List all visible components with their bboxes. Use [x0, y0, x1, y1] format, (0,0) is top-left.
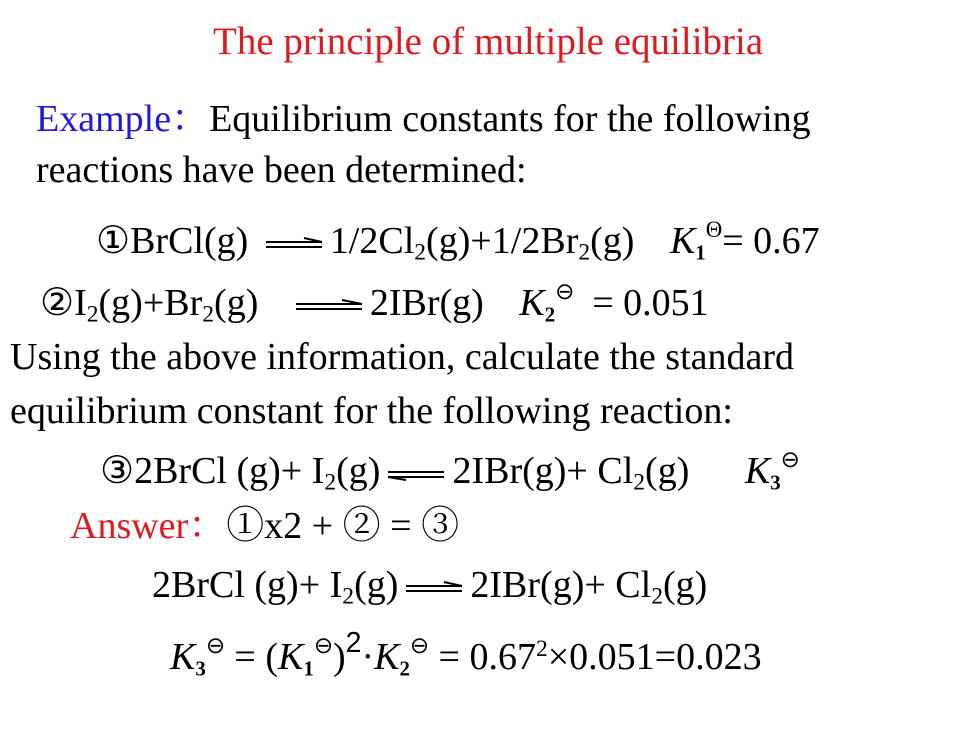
result-open: = ( [224, 636, 279, 678]
reaction-3-r1: 2BrCl (g)+ I [134, 450, 325, 492]
subscript: 2 [342, 583, 355, 610]
question-line-2: equilibrium constant for the following reaction: [10, 390, 733, 432]
example-text-1: Equilibrium constants for the following [209, 98, 811, 140]
example-line-1 [36, 100, 811, 138]
subscript: 2 [86, 301, 99, 328]
k2-symbol: K [519, 282, 545, 324]
reaction-3-p1: 2IBr(g)+ Cl [452, 450, 634, 492]
reaction-2-number: ② [40, 282, 75, 324]
theta-icon: ⊖ [313, 633, 333, 659]
k2-value: = 0.051 [592, 282, 709, 324]
result-line [170, 626, 762, 681]
reaction-1-product-tail: (g) [590, 220, 635, 262]
result-power: 2 [345, 626, 362, 659]
result-tail: = 0.67 [429, 636, 536, 678]
reaction-1 [96, 217, 820, 266]
reaction-2-r2-tail: (g) [214, 282, 259, 324]
reaction-4 [152, 564, 708, 610]
k2-subscript: 2 [544, 302, 556, 327]
k1-subscript: 1 [695, 240, 706, 265]
reaction-1-reactant: BrCl(g) [130, 220, 249, 262]
answer-formula: ①x2 + ② = ③ [226, 505, 460, 547]
reaction-2-product: 2IBr(g) [369, 282, 484, 324]
reaction-4-r1-tail: (g) [354, 564, 399, 606]
equilibrium-arrow-icon [264, 237, 324, 251]
k2-symbol: K [374, 636, 400, 678]
result-tail-power: 2 [535, 636, 548, 663]
reaction-3-p1-tail: (g) [645, 450, 690, 492]
result-dot: · [361, 636, 375, 678]
equilibrium-arrow-icon [294, 299, 364, 313]
k1-value: = 0.67 [722, 220, 820, 262]
answer-label: Answer： [70, 505, 227, 547]
question-line-1: Using the above information, calculate the standard [10, 336, 795, 378]
subscript: 2 [651, 583, 663, 610]
subscript: 2 [324, 469, 337, 496]
theta-icon: ⊖ [409, 633, 430, 659]
theta-icon: ⊖ [780, 447, 800, 473]
k3-symbol: K [170, 636, 196, 678]
example-label: Example： [36, 98, 210, 140]
subscript: 2 [633, 469, 646, 496]
k3-subscript: 3 [195, 656, 206, 681]
equilibrium-arrow-icon [386, 467, 446, 481]
reaction-3 [100, 447, 800, 496]
answer-line [70, 507, 459, 545]
k1-symbol: K [278, 636, 304, 678]
reaction-4-r1: 2BrCl (g)+ I [152, 564, 343, 606]
result-close: ) [332, 636, 346, 678]
example-line-2: reactions have been determined: [36, 149, 527, 191]
theta-icon: ⊖ [205, 633, 225, 659]
reaction-4-p1: 2IBr(g)+ Cl [470, 564, 652, 606]
result-value: ×0.051=0.023 [547, 636, 762, 678]
reaction-2-r1: I [74, 282, 87, 324]
reaction-1-product-mid: (g)+1/2Br [426, 220, 579, 262]
page-title: The principle of multiple equilibria [213, 20, 764, 63]
k2-subscript: 2 [399, 656, 410, 681]
reaction-1-number: ① [96, 220, 131, 262]
k1-symbol: K [669, 220, 696, 262]
reaction-3-r1-tail: (g) [336, 450, 381, 492]
theta-icon: ⊖ [555, 279, 575, 305]
k3-subscript: 3 [770, 470, 781, 495]
reaction-1-product-a: 1/2Cl [329, 220, 415, 262]
equilibrium-arrow-icon [404, 581, 464, 595]
reaction-3-number: ③ [100, 450, 135, 492]
theta-icon: Θ [705, 217, 723, 243]
subscript: 2 [202, 301, 215, 328]
k1-subscript: 1 [303, 656, 314, 681]
k3-symbol: K [744, 450, 771, 492]
subscript: 2 [414, 239, 427, 266]
subscript: 2 [578, 239, 591, 266]
reaction-4-p1-tail: (g) [662, 564, 708, 606]
reaction-2-r1-tail: (g)+Br [98, 282, 203, 324]
reaction-2 [40, 279, 709, 328]
